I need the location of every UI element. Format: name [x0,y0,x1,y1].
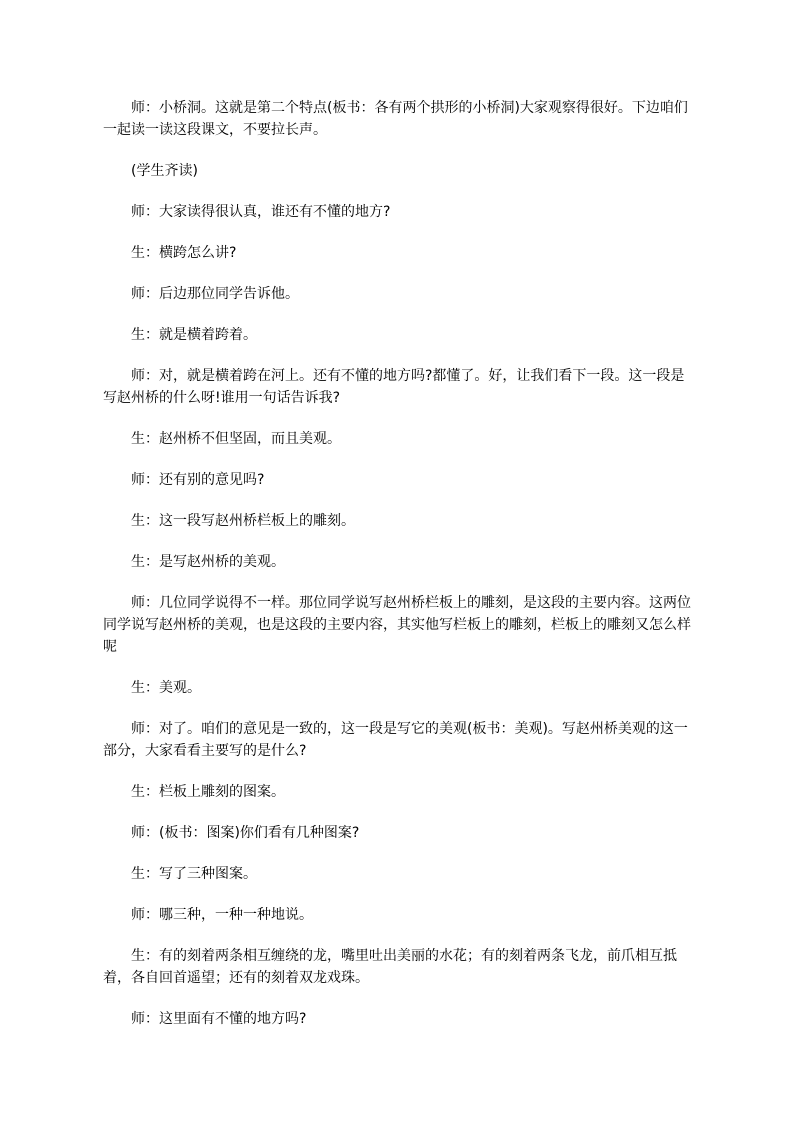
paragraph: 师：对，就是横着跨在河上。还有不懂的地方吗?都懂了。好，让我们看下一段。这一段是写赵州桥的什么呀!谁用一句话告诉我? [103,368,685,406]
paragraph: 师：几位同学说得不一样。那位同学说写赵州桥栏板上的雕刻，是这段的主要内容。这两位同学说写赵州桥的美观，也是这段的主要内容，其实他写栏板上的雕刻，栏板上的雕刻又怎么样呢 [103,595,691,655]
paragraph: 师：对了。咱们的意见是一致的，这一段是写它的美观(板书：美观)。写赵州桥美观的这一部分，大家看看主要写的是什么? [103,721,688,759]
paragraph: 生：是写赵州桥的美观。 [131,554,285,570]
paragraph: 师：这里面有不懂的地方吗? [131,1011,307,1027]
paragraph: 师：(板书：图案)你们看有几种图案? [131,825,360,841]
paragraph: 生：这一段写赵州桥栏板上的雕刻。 [131,513,355,529]
document-body [103,97,695,1049]
paragraph: (学生齐读) [131,163,198,179]
paragraph: 生：栏板上雕刻的图案。 [131,784,285,800]
paragraph: 生：横跨怎么讲? [131,245,237,261]
paragraph: 师：哪三种，一种一种地说。 [131,907,313,923]
paragraph: 生：美观。 [131,680,201,696]
paragraph: 师：还有别的意见吗? [131,472,265,488]
paragraph: 师：小桥洞。这就是第二个特点(板书：各有两个拱形的小桥洞)大家观察得很好。下边咱们一起读一读这段课文，不要拉长声。 [103,100,688,138]
paragraph: 生：有的刻着两条相互缠绕的龙，嘴里吐出美丽的水花；有的刻着两条飞龙，前爪相互抵着，各自回首遥望；还有的刻着双龙戏珠。 [103,948,677,986]
paragraph: 师：后边那位同学告诉他。 [131,286,299,302]
paragraph: 生：赵州桥不但坚固，而且美观。 [131,431,341,447]
paragraph: 生：就是横着跨着。 [131,327,257,343]
paragraph: 生：写了三种图案。 [131,866,257,882]
paragraph: 师：大家读得很认真，谁还有不懂的地方? [131,204,391,220]
